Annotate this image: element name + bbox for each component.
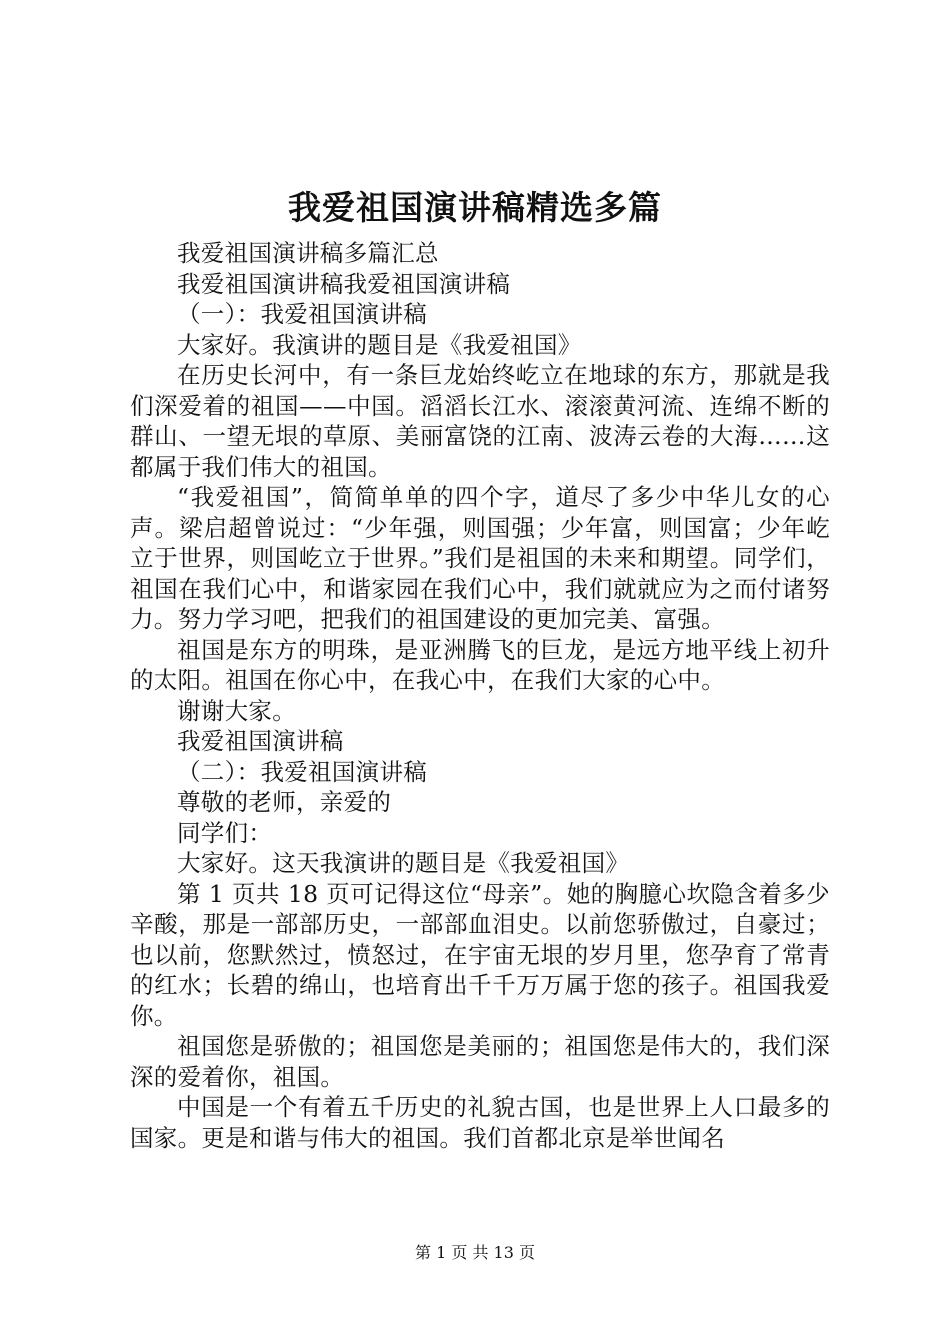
document-body <box>130 238 830 1153</box>
paragraph-5: 在历史长河中，有一条巨龙始终屹立在地球的东方，那就是我们深爱着的祖国——中国。滔滔长江水、滚滚黄河流、连绵不断的群山、一望无垠的草原、美丽富饶的江南、波涛云卷的大海……这都属于我们伟大的祖国。 <box>130 361 830 481</box>
paragraph-4: 大家好。我演讲的题目是《我爱祖国》 <box>177 330 582 359</box>
paragraph-3: （一）：我爱祖国演讲稿 <box>177 300 428 328</box>
page-footer: 第 1 页 共 13 页 <box>415 1243 535 1262</box>
paragraph-10: （二）：我爱祖国演讲稿 <box>177 757 428 786</box>
document-title: 我爱祖国演讲稿精选多篇 <box>288 188 662 227</box>
paragraph-7: 祖国是东方的明珠，是亚洲腾飞的巨龙，是远方地平线上初升的太阳。祖国在你心中，在我心中，在我们大家的心中。 <box>130 635 830 694</box>
paragraph-6: “我爱祖国”，简简单单的四个字，道尽了多少中华儿女的心声。梁启超曾说过：“少年强，则国强；少年富，则国富；少年屹立于世界，则国屹立于世界。”我们是祖国的未来和期望。同学们，祖国在我们心中，和谐家园在我们心中，我们就就应为之而付诸努力。努力学习吧，把我们的祖国建设的更加完美、富强。 <box>130 483 830 633</box>
paragraph-1: 我爱祖国演讲稿多篇汇总 <box>177 239 439 267</box>
paragraph-8: 谢谢大家。 <box>177 696 296 725</box>
paragraph-15: 祖国您是骄傲的；祖国您是美丽的；祖国您是伟大的，我们深深的爱着你，祖国。 <box>130 1032 830 1091</box>
paragraph-9: 我爱祖国演讲稿 <box>177 727 344 755</box>
paragraph-12: 同学们： <box>177 818 273 847</box>
paragraph-11: 尊敬的老师，亲爱的 <box>177 788 392 816</box>
paragraph-2: 我爱祖国演讲稿我爱祖国演讲稿 <box>177 269 511 298</box>
paragraph-16: 中国是一个有着五千历史的礼貌古国，也是世界上人口最多的国家。更是和谐与伟大的祖国。我们首都北京是举世闻名 <box>130 1093 830 1152</box>
paragraph-13: 大家好。这天我演讲的题目是《我爱祖国》 <box>177 849 630 877</box>
paragraph-14: 第 1 页共 18 页可记得这位“母亲”。她的胸臆心坎隐含着多少辛酸，那是一部部历史，一部部血泪史。以前您骄傲过，自豪过；也以前，您默然过，愤怒过，在宇宙无垠的岁月里，您孕育了常青的红水；长碧的绵山，也培育出千千万万属于您的孩子。祖国我爱你。 <box>130 879 830 1030</box>
